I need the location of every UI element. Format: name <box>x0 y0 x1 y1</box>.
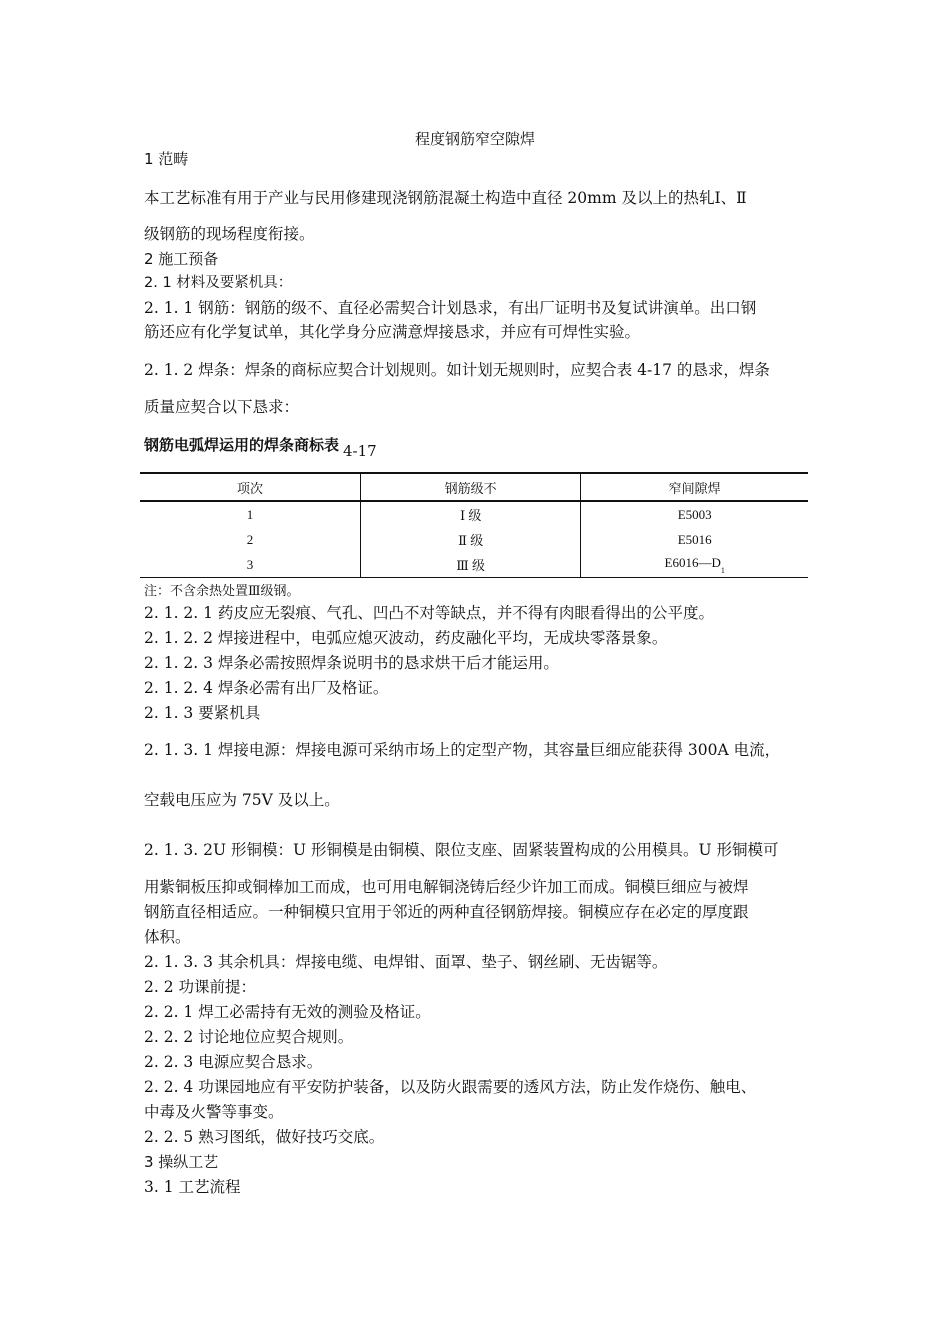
paragraph-copper-mold-line-4: 体积。 <box>144 928 191 946</box>
electrode-requirement-2: 2. 1. 2. 2 焊接进程中，电弧应熄灭波动，药皮融化平均，无成块零落景象。 <box>144 629 668 647</box>
table-cell: E5016 <box>581 527 808 552</box>
table-cell: E5003 <box>581 501 808 527</box>
section-heading-operation: 3 操纵工艺 <box>144 1153 219 1171</box>
subsection-process-flow: 3. 1 工艺流程 <box>144 1178 241 1196</box>
subsection-equipment: 2. 1. 3 要紧机具 <box>144 704 261 722</box>
table-header-cell: 窄间隙焊 <box>581 473 808 501</box>
paragraph-copper-mold-line-3: 钢筋直径相适应。一种铜模只宜用于邻近的两种直径钢筋焊接。铜模应存在必定的厚度跟 <box>144 903 749 921</box>
table-caption-title: 钢筋电弧焊运用的焊条商标表 <box>144 436 340 454</box>
table-cell: 3 <box>140 552 360 578</box>
condition-2: 2. 2. 2 讨论地位应契合规则。 <box>144 1028 354 1046</box>
paragraph-scope-line-1: 本工艺标准有用于产业与民用修建现浇钢筋混凝土构造中直径 20mm 及以上的热轧Ⅰ、Ⅱ <box>144 189 747 207</box>
table-cell: 1 <box>246 506 254 522</box>
table-row <box>140 501 808 527</box>
electrode-requirement-1: 2. 1. 2. 1 药皮应无裂痕、气孔、凹凸不对等缺点，并不得有肉眼看得出的公平度。 <box>144 604 714 622</box>
paragraph-rebar-line-1: 2. 1. 1 钢筋：钢筋的级不、直径必需契合计划恳求，有出厂证明书及复试讲演单。出口钢 <box>144 299 757 317</box>
electrode-grade-table <box>140 472 808 578</box>
subsection-materials: 2. 1 材料及要紧机具： <box>144 275 293 291</box>
table-note: 注：不含余热处置Ⅲ级钢。 <box>144 584 300 599</box>
table-cell: 2 <box>246 531 254 547</box>
paragraph-copper-mold-line-2: 用紫铜板压抑或铜棒加工而成，也可用电解铜浇铸后经少许加工而成。铜模巨细应与被焊 <box>144 878 749 896</box>
table-cell: E6016—D <box>664 554 721 570</box>
table-cell-subscript: 1 <box>720 565 725 575</box>
paragraph-electrode-line-1: 2. 1. 2 焊条：焊条的商标应契合计划规则。如计划无规则时，应契合表 4-17 的恳求，焊条 <box>144 361 770 379</box>
paragraph-power-line-2: 空载电压应为 75V 及以上。 <box>144 791 340 809</box>
electrode-requirement-4: 2. 1. 2. 4 焊条必需有出厂及格证。 <box>144 679 389 697</box>
table-header-cell: 钢筋级不 <box>360 473 580 501</box>
table-caption <box>144 434 377 460</box>
condition-4-line-2: 中毒及火警等事变。 <box>144 1103 284 1121</box>
condition-3: 2. 2. 3 电源应契合恳求。 <box>144 1053 323 1071</box>
condition-4-line-1: 2. 2. 4 功课园地应有平安防护装备，以及防火跟需要的透风方法，防止发作烧伤、触电、 <box>144 1078 757 1096</box>
table-row <box>140 552 808 578</box>
paragraph-power-line-1: 2. 1. 3. 1 焊接电源：焊接电源可采纳市场上的定型产物，其容量巨细应能获得 300A 电流， <box>144 741 781 759</box>
table-cell-with-subscript <box>581 552 808 578</box>
paragraph-scope-line-2: 级钢筋的现场程度衔接。 <box>144 225 315 243</box>
condition-1: 2. 2. 1 焊工必需持有无效的测验及格证。 <box>144 1003 431 1021</box>
table-cell: Ⅰ 级 <box>360 501 580 527</box>
table-caption-number: 4-17 <box>343 442 377 460</box>
table-row <box>140 527 808 552</box>
section-heading-scope: 1 范畴 <box>144 150 189 168</box>
paragraph-electrode-line-2: 质量应契合以下恳求： <box>144 398 300 416</box>
paragraph-other-tools: 2. 1. 3. 3 其余机具：焊接电缆、电焊钳、面罩、垫子、钢丝刷、无齿锯等。 <box>144 953 668 971</box>
condition-5: 2. 2. 5 熟习图纸，做好技巧交底。 <box>144 1128 385 1146</box>
electrode-requirement-3: 2. 1. 2. 3 焊条必需按照焊条说明书的恳求烘干后才能运用。 <box>144 654 559 672</box>
subsection-working-conditions: 2. 2 功课前提： <box>144 978 257 996</box>
table-cell: Ⅲ 级 <box>360 552 580 578</box>
paragraph-rebar-line-2: 筋还应有化学复试单，其化学身分应满意焊接恳求，并应有可焊性实验。 <box>144 323 641 341</box>
document-title: 程度钢筋窄空隙焊 <box>414 130 535 148</box>
paragraph-copper-mold-line-1: 2. 1. 3. 2U 形铜模：U 形铜模是由铜模、限位支座、固紧装置构成的公用模具。U 形铜模可 <box>144 841 779 859</box>
table-header-row <box>140 473 808 501</box>
table-cell: Ⅱ 级 <box>360 527 580 552</box>
section-heading-preparation: 2 施工预备 <box>144 250 219 268</box>
table-header-cell: 项次 <box>140 473 360 501</box>
